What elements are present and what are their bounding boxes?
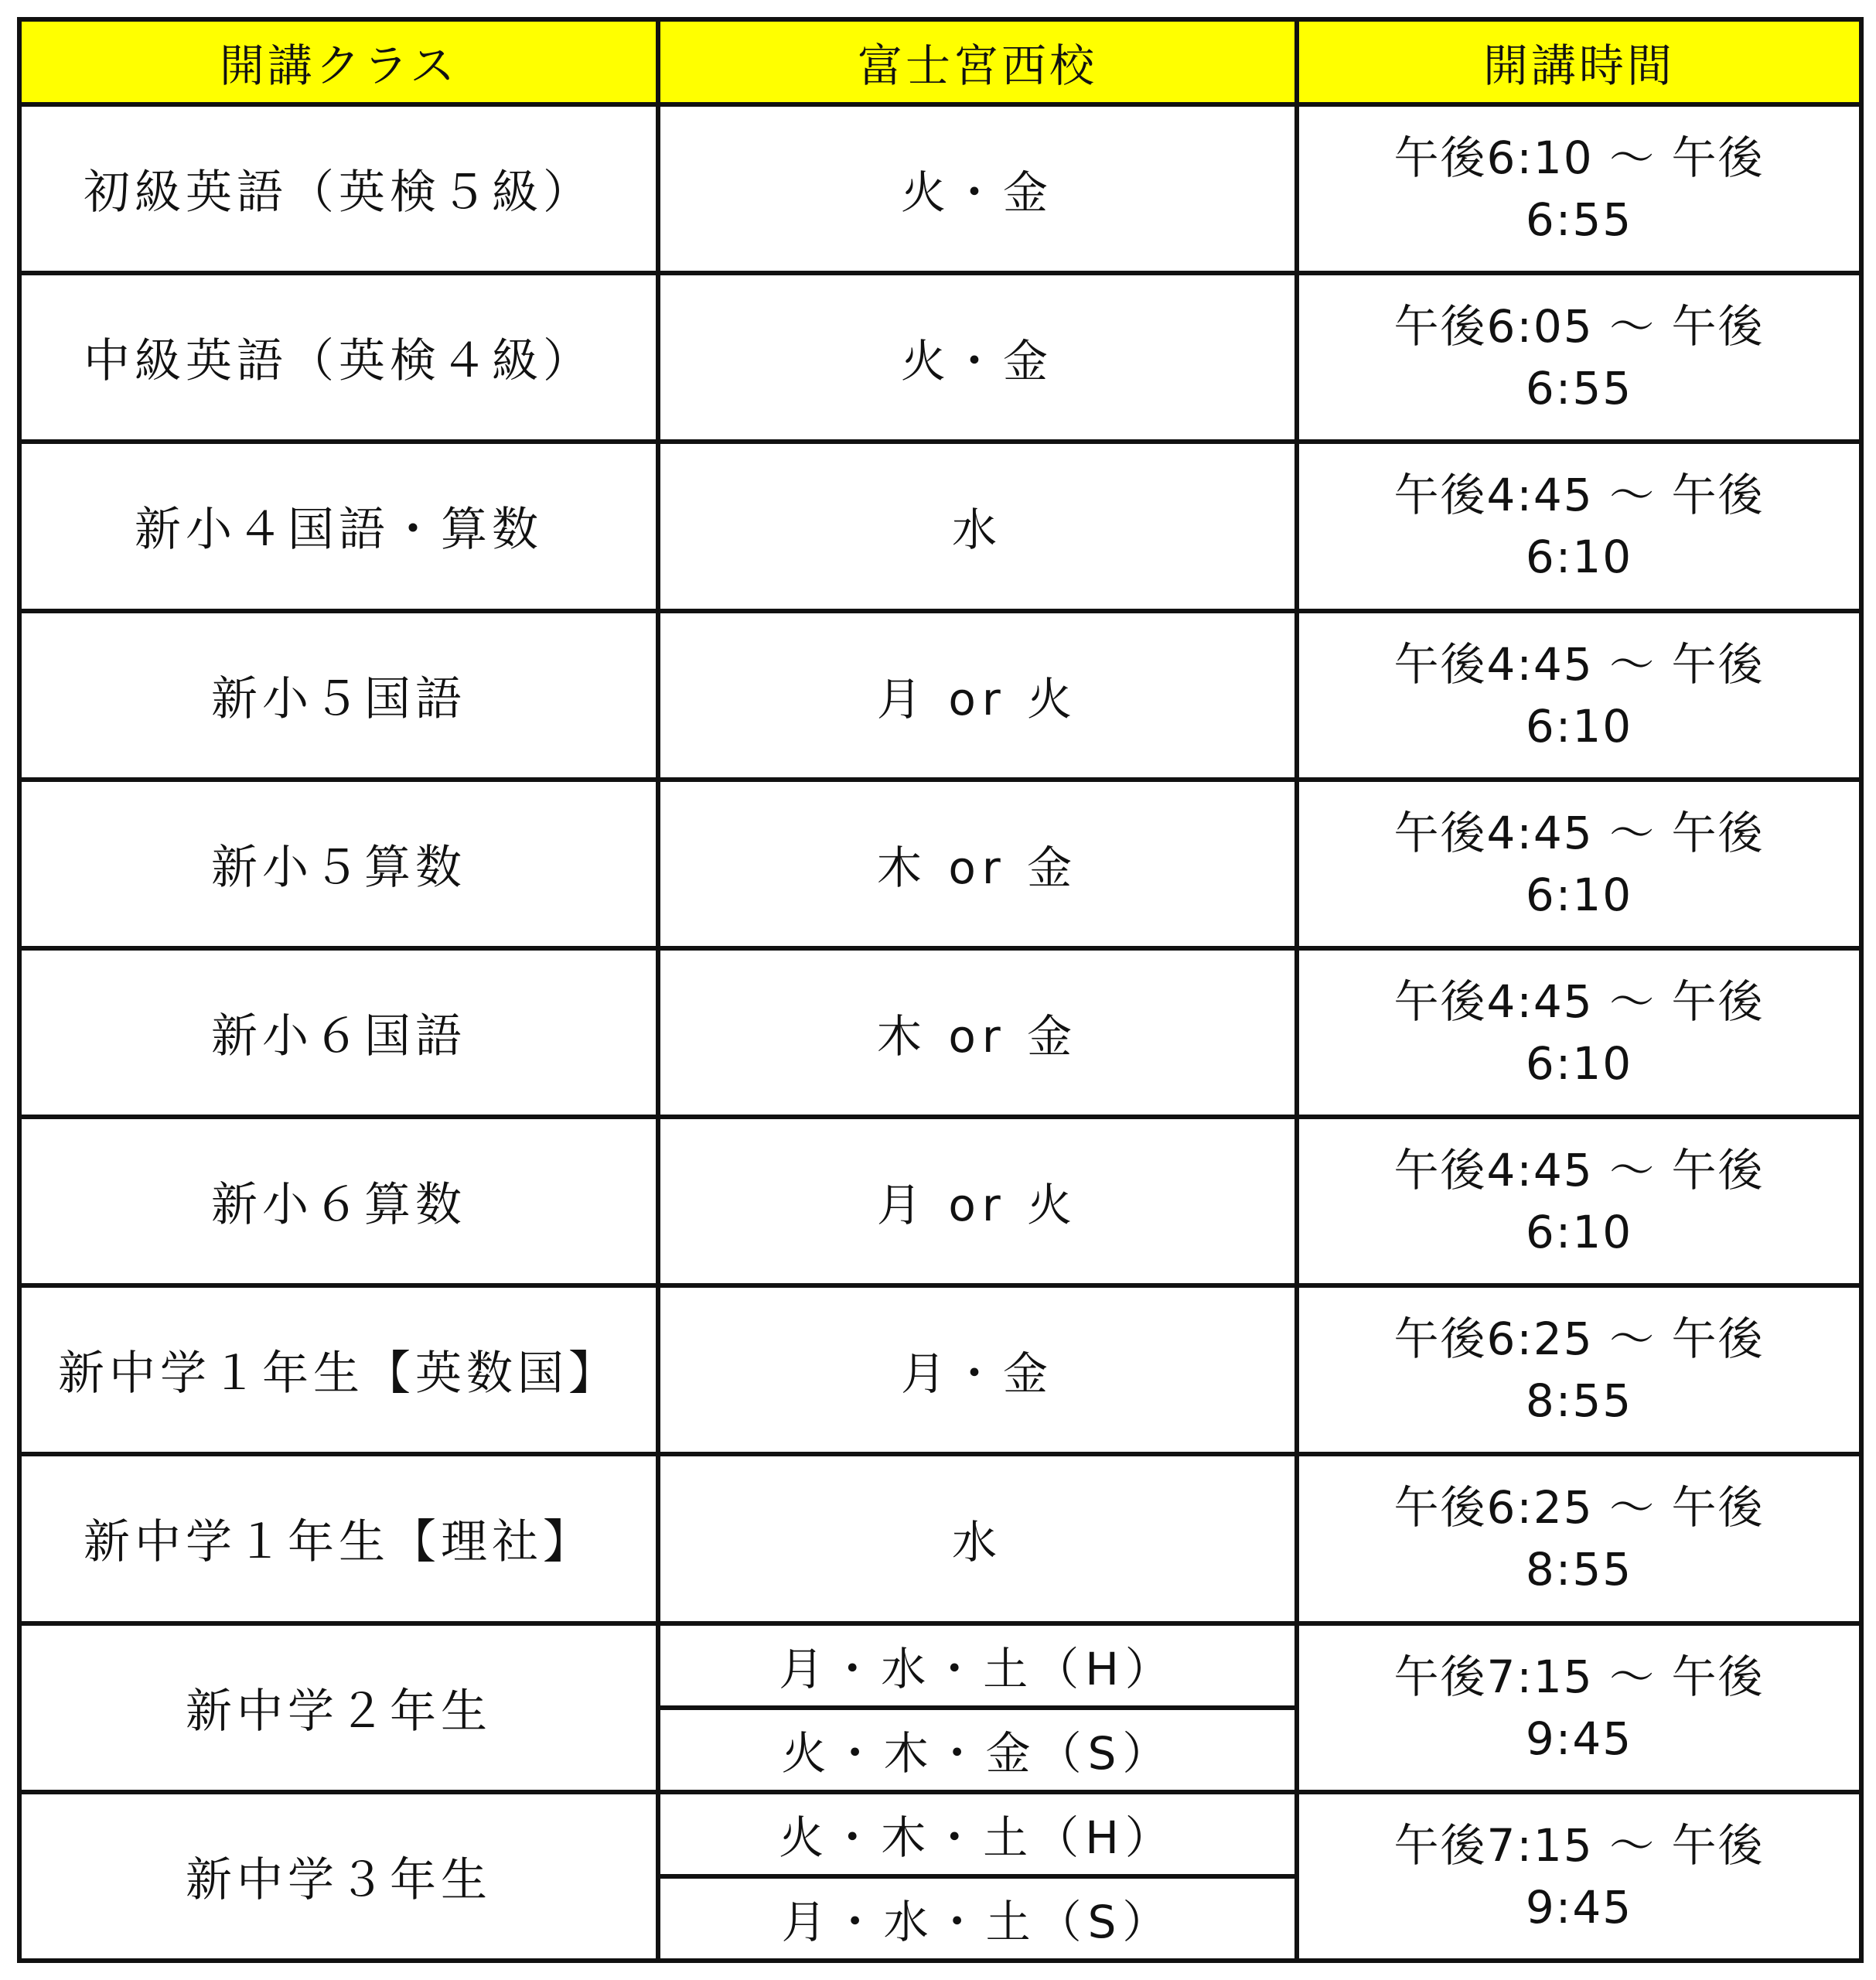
- class-name: 新小４国語・算数: [19, 442, 658, 610]
- table-row: [19, 1117, 1861, 1285]
- class-days: 火・木・土（H）: [658, 1792, 1297, 1876]
- class-time: [1297, 1792, 1861, 1961]
- table-row: [19, 1454, 1861, 1623]
- class-time: [1297, 611, 1861, 780]
- class-days: 火・木・金（S）: [658, 1708, 1297, 1792]
- time-end: 6:10: [1525, 1206, 1633, 1259]
- class-days: 月 or 火: [658, 1117, 1297, 1285]
- class-days: 月・金: [658, 1285, 1297, 1454]
- time-start: 午後4:45 ～ 午後: [1393, 806, 1765, 859]
- class-days: 木 or 金: [658, 780, 1297, 948]
- class-name: 初級英語（英検５級）: [19, 104, 658, 273]
- time-start: 午後4:45 ～ 午後: [1393, 469, 1765, 522]
- class-time: [1297, 1117, 1861, 1285]
- class-time: [1297, 948, 1861, 1117]
- class-time: [1297, 104, 1861, 273]
- time-end: 6:55: [1525, 362, 1633, 415]
- time-start: 午後4:45 ～ 午後: [1393, 975, 1765, 1028]
- class-name: 新中学３年生: [19, 1792, 658, 1961]
- time-end: 8:55: [1525, 1543, 1633, 1596]
- time-end: 6:10: [1525, 868, 1633, 921]
- time-end: 8:55: [1525, 1374, 1633, 1428]
- class-days: 火・金: [658, 273, 1297, 442]
- time-start: 午後6:05 ～ 午後: [1393, 300, 1765, 353]
- class-name: 新小５国語: [19, 611, 658, 780]
- class-time: [1297, 780, 1861, 948]
- time-start: 午後6:25 ～ 午後: [1393, 1481, 1765, 1534]
- table-row: [19, 104, 1861, 273]
- class-schedule-table: [17, 17, 1864, 1963]
- time-start: 午後6:25 ～ 午後: [1393, 1313, 1765, 1366]
- table-row: [19, 1285, 1861, 1454]
- class-days: 月 or 火: [658, 611, 1297, 780]
- class-days: 水: [658, 442, 1297, 610]
- class-name: 新小６国語: [19, 948, 658, 1117]
- table-row: [19, 780, 1861, 948]
- header-school: 富士宮西校: [658, 19, 1297, 104]
- header-class: 開講クラス: [19, 19, 658, 104]
- table-row: [19, 948, 1861, 1117]
- class-days: 火・金: [658, 104, 1297, 273]
- table-row: [19, 1623, 1861, 1708]
- class-name: 新小５算数: [19, 780, 658, 948]
- time-start: 午後4:45 ～ 午後: [1393, 1144, 1765, 1197]
- time-end: 6:55: [1525, 193, 1633, 247]
- time-start: 午後7:15 ～ 午後: [1393, 1818, 1765, 1872]
- time-start: 午後6:10 ～ 午後: [1393, 131, 1765, 185]
- class-name: 新中学１年生【理社】: [19, 1454, 658, 1623]
- class-time: [1297, 442, 1861, 610]
- schedule-sheet: [17, 17, 1859, 1963]
- class-name: 新小６算数: [19, 1117, 658, 1285]
- class-time: [1297, 273, 1861, 442]
- time-end: 6:10: [1525, 1036, 1633, 1090]
- header-row: [19, 19, 1861, 104]
- class-name: 中級英語（英検４級）: [19, 273, 658, 442]
- table-row: [19, 442, 1861, 610]
- class-time: [1297, 1454, 1861, 1623]
- class-days: 月・水・土（S）: [658, 1876, 1297, 1961]
- class-days: 木 or 金: [658, 948, 1297, 1117]
- time-end: 9:45: [1525, 1880, 1633, 1934]
- table-row: [19, 1792, 1861, 1876]
- class-days: 水: [658, 1454, 1297, 1623]
- time-start: 午後7:15 ～ 午後: [1393, 1650, 1765, 1703]
- class-time: [1297, 1623, 1861, 1792]
- table-row: [19, 611, 1861, 780]
- time-end: 6:10: [1525, 531, 1633, 584]
- time-start: 午後4:45 ～ 午後: [1393, 637, 1765, 691]
- class-days: 月・水・土（H）: [658, 1623, 1297, 1708]
- header-time: 開講時間: [1297, 19, 1861, 104]
- class-time: [1297, 1285, 1861, 1454]
- table-row: [19, 273, 1861, 442]
- time-end: 9:45: [1525, 1712, 1633, 1765]
- class-name: 新中学２年生: [19, 1623, 658, 1792]
- class-name: 新中学１年生【英数国】: [19, 1285, 658, 1454]
- time-end: 6:10: [1525, 699, 1633, 753]
